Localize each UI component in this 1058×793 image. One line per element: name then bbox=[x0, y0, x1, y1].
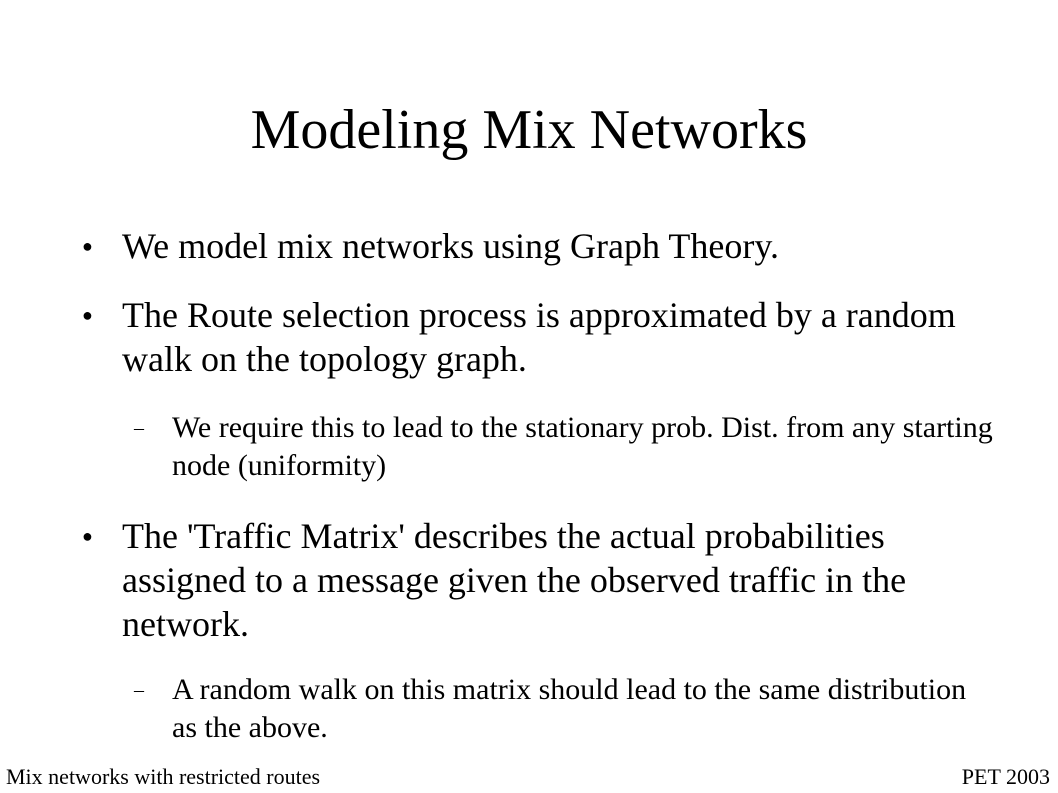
bullet-icon: ● bbox=[82, 305, 93, 325]
bullet-text: The 'Traffic Matrix' describes the actual probabilities assigned to a message given the observed traffic in the network. bbox=[122, 516, 907, 644]
bullet-item bbox=[82, 224, 982, 268]
bullet-icon: ● bbox=[82, 236, 93, 256]
bullet-item bbox=[82, 514, 982, 646]
bullet-text: We model mix networks using Graph Theory. bbox=[122, 226, 779, 266]
dash-icon: – bbox=[134, 417, 144, 439]
sub-bullet-text: We require this to lead to the stationary prob. Dist. from any starting node (uniformity) bbox=[172, 411, 993, 482]
sub-bullet-item bbox=[134, 671, 994, 747]
footer-left: Mix networks with restricted routes bbox=[6, 764, 321, 789]
slide-title: Modeling Mix Networks bbox=[250, 99, 808, 161]
dash-icon: – bbox=[134, 679, 144, 701]
sub-bullet-item bbox=[134, 409, 994, 485]
sub-bullet-text: A random walk on this matrix should lead to the same distribution as the above. bbox=[172, 673, 967, 744]
bullet-item bbox=[82, 293, 982, 381]
bullet-text: The Route selection process is approximated by a random walk on the topology graph. bbox=[122, 295, 956, 379]
bullet-icon: ● bbox=[82, 526, 93, 546]
footer-right: PET 2003 bbox=[961, 764, 1050, 789]
